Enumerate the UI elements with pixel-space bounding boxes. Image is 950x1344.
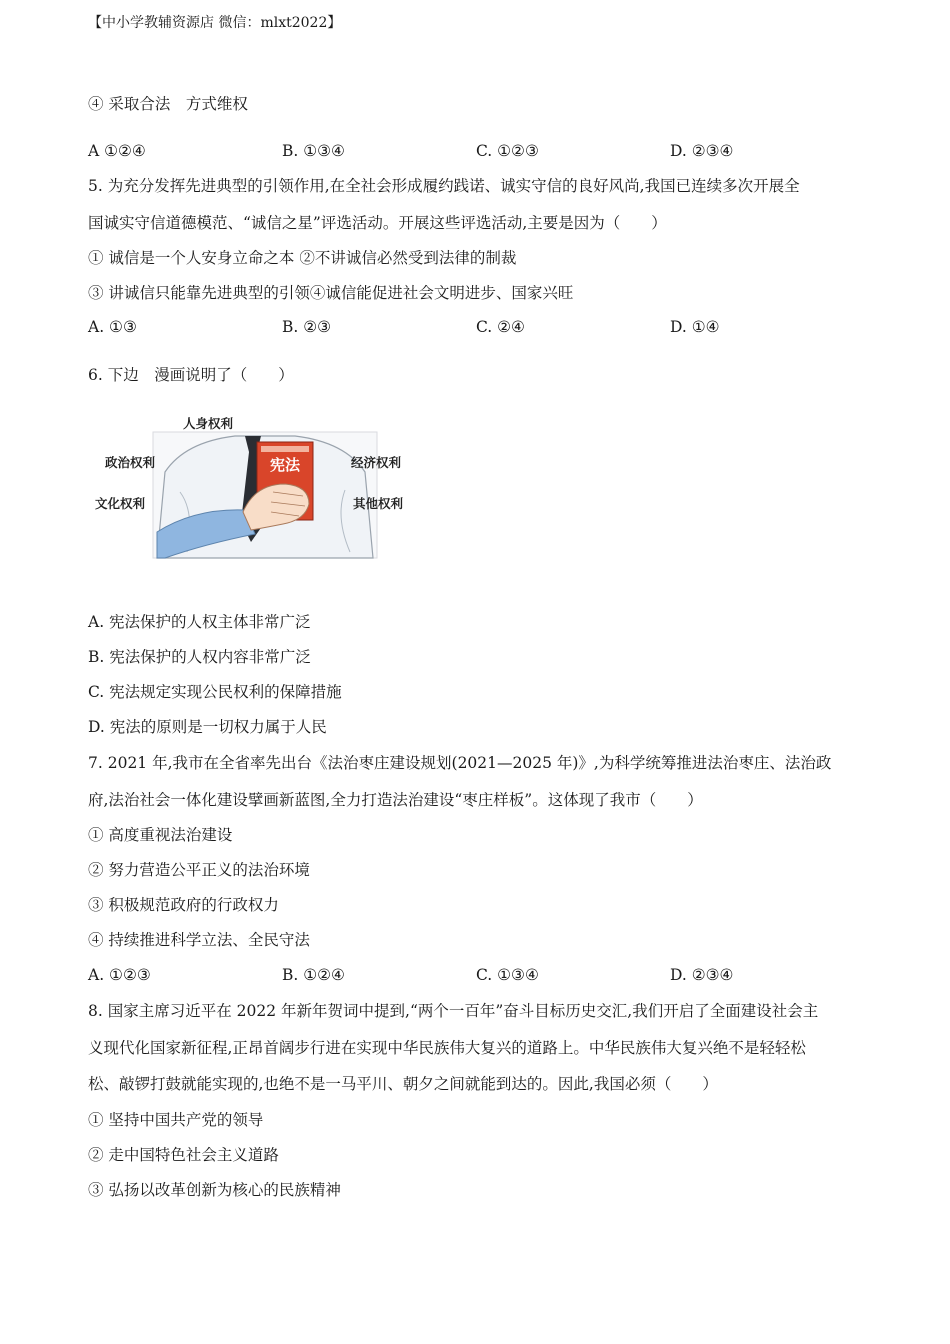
q8-stem-line-2: 义现代化国家新征程,正昂首阔步行进在实现中华民族伟大复兴的道路上。中华民族伟大复兴绝不是轻轻松 (88, 1039, 806, 1057)
q8-item-3: ③ 弘扬以改革创新为核心的民族精神 (88, 1181, 341, 1199)
q5-option-b: B. ②③ (282, 318, 332, 336)
q4-option-c: C. ①②③ (476, 142, 539, 160)
cartoon-illustration (95, 412, 415, 562)
q4-option-a: A ①②④ (88, 142, 146, 160)
q5-option-d: D. ①④ (670, 318, 720, 336)
cartoon-label-economic-rights: 经济权利 (351, 455, 402, 470)
q7-option-b: B. ①②④ (282, 966, 345, 984)
cartoon-label-political-rights: 政治权利 (105, 455, 156, 470)
q7-option-a: A. ①②③ (88, 966, 151, 984)
q4-item-4: ④ 采取合法 方式维权 (88, 95, 248, 113)
q7-item-1: ① 高度重视法治建设 (88, 826, 233, 844)
q5-items-1-2: ① 诚信是一个人安身立命之本 ②不讲诚信必然受到法律的制裁 (88, 249, 517, 267)
q7-option-c: C. ①③④ (476, 966, 539, 984)
q6-option-c: C. 宪法规定实现公民权利的保障措施 (88, 683, 342, 701)
q7-item-3: ③ 积极规范政府的行政权力 (88, 896, 279, 914)
constitution-cartoon (95, 412, 415, 562)
q6-option-b: B. 宪法保护的人权内容非常广泛 (88, 648, 311, 666)
q6-option-d: D. 宪法的原则是一切权力属于人民 (88, 718, 327, 736)
q8-item-2: ② 走中国特色社会主义道路 (88, 1146, 279, 1164)
page-header: 【中小学教辅资源店 微信：mlxt2022】 (88, 15, 342, 31)
q7-option-d: D. ②③④ (670, 966, 734, 984)
q7-stem-line-2: 府,法治社会一体化建设擘画新蓝图,全力打造法治建设“枣庄样板”。这体现了我市（ ） (88, 791, 703, 809)
cartoon-book-title: 宪法 (269, 456, 301, 474)
q4-option-d: D. ②③④ (670, 142, 734, 160)
q8-item-1: ① 坚持中国共产党的领导 (88, 1111, 264, 1129)
q5-items-3-4: ③ 讲诚信只能靠先进典型的引领④诚信能促进社会文明进步、国家兴旺 (88, 284, 574, 302)
q6-option-a: A. 宪法保护的人权主体非常广泛 (88, 613, 311, 631)
q7-item-2: ② 努力营造公平正义的法治环境 (88, 861, 310, 879)
cartoon-label-other-rights: 其他权利 (353, 496, 404, 511)
q8-stem-line-1: 8. 国家主席习近平在 2022 年新年贺词中提到,“两个一百年”奋斗目标历史交汇,我们开启了全面建设社会主 (88, 1002, 819, 1020)
q5-option-c: C. ②④ (476, 318, 525, 336)
q7-item-4: ④ 持续推进科学立法、全民守法 (88, 931, 310, 949)
q5-stem-line-1: 5. 为充分发挥先进典型的引领作用,在全社会形成履约践诺、诚实守信的良好风尚,我国已连续多次开展全 (88, 177, 800, 195)
q4-option-b: B. ①③④ (282, 142, 345, 160)
q8-stem-line-3: 松、敲锣打鼓就能实现的,也绝不是一马平川、朝夕之间就能到达的。因此,我国必须（ ） (88, 1075, 718, 1093)
cartoon-label-cultural-rights: 文化权利 (95, 496, 146, 511)
q7-stem-line-1: 7. 2021 年,我市在全省率先出台《法治枣庄建设规划(2021—2025 年)》,为科学统筹推进法治枣庄、法治政 (88, 754, 832, 772)
cartoon-label-personal-rights: 人身权利 (183, 416, 234, 431)
q5-stem-line-2: 国诚实守信道德模范、“诚信之星”评选活动。开展这些评选活动,主要是因为（ ） (88, 214, 667, 232)
q5-option-a: A. ①③ (88, 318, 137, 336)
q6-stem: 6. 下边 漫画说明了（ ） (88, 366, 294, 384)
